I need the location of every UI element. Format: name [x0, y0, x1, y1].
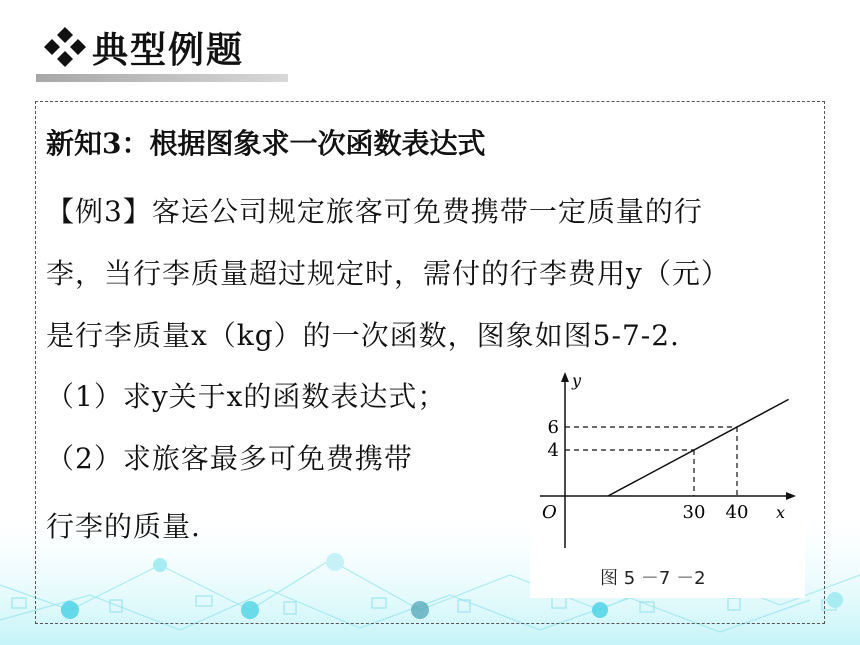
origin-label: O [542, 502, 557, 523]
question-1: （1）求y关于x的函数表达式； [46, 380, 447, 413]
y-axis-arrow [561, 372, 569, 382]
four-diamonds-icon [40, 24, 90, 70]
header-underline [36, 74, 288, 82]
text-line: 行李的质量. [46, 510, 201, 543]
function-graph-figure [530, 368, 805, 598]
graph [530, 368, 805, 558]
section-header [40, 22, 244, 72]
x-axis-arrow [786, 492, 796, 500]
figure-caption: 图 5 －7 －2 [600, 568, 706, 589]
y-axis-label: y [572, 371, 582, 390]
x-axis-label: x [776, 503, 786, 522]
question-2: （2）求旅客最多可免费携带 [46, 442, 413, 475]
text-line: 【例3】客运公司规定旅客可免费携带一定质量的行 [46, 195, 703, 228]
page-title: 典型例题 [92, 29, 245, 71]
text-line: 李，当行李质量超过规定时，需付的行李费用y（元） [46, 257, 730, 290]
x-tick-label: 40 [725, 502, 749, 523]
text-line: 是行李质量x（kg）的一次函数，图象如图5-7-2. [46, 319, 680, 352]
function-line [608, 399, 789, 496]
section-heading: 新知3：根据图象求一次函数表达式 [46, 127, 486, 160]
y-tick-label: 4 [547, 440, 559, 461]
x-tick-label: 30 [682, 502, 706, 523]
y-tick-label: 6 [547, 417, 559, 438]
